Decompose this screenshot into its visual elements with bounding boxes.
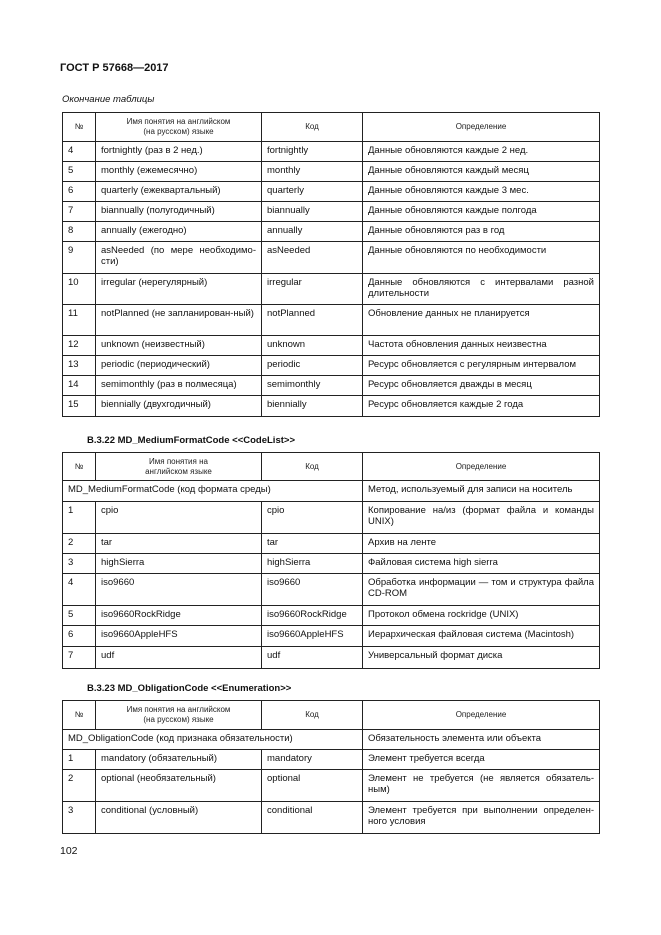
cell-name: highSierra [96, 554, 262, 574]
cell-name: annually (ежегодно) [96, 222, 262, 242]
cell-number: 15 [63, 396, 96, 417]
cell-number: 7 [63, 647, 96, 669]
cell-definition: Данные обновляются с интервалами разной длительности [363, 274, 600, 305]
section-title-obligation: В.3.23 MD_ObligationCode <<Enumeration>> [87, 683, 292, 694]
cell-name: optional (необязательный) [96, 770, 262, 802]
table-row [63, 376, 600, 396]
col-header-number: № [63, 113, 96, 142]
table-row [63, 336, 600, 356]
table-span-row [63, 730, 600, 750]
cell-number: 1 [63, 750, 96, 770]
table-row [63, 356, 600, 376]
table-row [63, 606, 600, 626]
cell-name: biennially (двухгодичный) [96, 396, 262, 417]
cell-name: iso9660 [96, 574, 262, 606]
cell-number: 5 [63, 606, 96, 626]
section-title-medium-format: В.3.22 MD_MediumFormatCode <<CodeList>> [87, 435, 295, 446]
cell-code: biannually [262, 202, 363, 222]
table-row [63, 305, 600, 336]
table-caption: Окончание таблицы [62, 94, 155, 105]
cell-code: unknown [262, 336, 363, 356]
table-row [63, 534, 600, 554]
cell-name: biannually (полугодичный) [96, 202, 262, 222]
table-row [63, 770, 600, 802]
cell-number: 14 [63, 376, 96, 396]
cell-code: monthly [262, 162, 363, 182]
cell-number: 11 [63, 305, 96, 336]
cell-definition: Элемент требуется всегда [363, 750, 600, 770]
cell-name: iso9660RockRidge [96, 606, 262, 626]
cell-name: tar [96, 534, 262, 554]
col-header-code: Код [262, 701, 363, 730]
cell-definition: Протокол обмена rockridge (UNIX) [363, 606, 600, 626]
table-row [63, 574, 600, 606]
cell-number: 1 [63, 502, 96, 534]
table-row [63, 802, 600, 834]
cell-definition: Данные обновляются каждые 3 мес. [363, 182, 600, 202]
table-row [63, 202, 600, 222]
obligation-table [62, 700, 600, 834]
col-header-name: Имя понятия на английском (на русском) языке [96, 701, 262, 730]
col-header-definition: Определение [363, 113, 600, 142]
cell-name: semimonthly (раз в полмесяца) [96, 376, 262, 396]
cell-definition: Данные обновляются раз в год [363, 222, 600, 242]
cell-definition: Данные обновляются каждый месяц [363, 162, 600, 182]
cell-code: biennially [262, 396, 363, 417]
col-header-definition: Определение [363, 701, 600, 730]
col-header-code: Код [262, 453, 363, 481]
col-header-code: Код [262, 113, 363, 142]
cell-number: 6 [63, 626, 96, 647]
cell-code: annually [262, 222, 363, 242]
cell-number: 2 [63, 770, 96, 802]
cell-number: 4 [63, 574, 96, 606]
cell-code: irregular [262, 274, 363, 305]
frequency-table [62, 112, 600, 417]
cell-definition: Универсальный формат диска [363, 647, 600, 669]
col-header-name: Имя понятия на английском (на русском) языке [96, 113, 262, 142]
cell-code: notPlanned [262, 305, 363, 336]
cell-number: 7 [63, 202, 96, 222]
cell-name: quarterly (ежеквартальный) [96, 182, 262, 202]
medium-format-table [62, 452, 600, 669]
table-row [63, 222, 600, 242]
cell-number: 4 [63, 142, 96, 162]
cell-definition: Обработка информации — том и структура файла CD-ROM [363, 574, 600, 606]
cell-definition: Элемент требуется при выполнении определен-ного условия [363, 802, 600, 834]
cell-code: highSierra [262, 554, 363, 574]
cell-code: iso9660 [262, 574, 363, 606]
cell-name: cpio [96, 502, 262, 534]
table-row [63, 274, 600, 305]
cell-name: iso9660AppleHFS [96, 626, 262, 647]
cell-definition: Ресурс обновляется с регулярным интервалом [363, 356, 600, 376]
cell-code: tar [262, 534, 363, 554]
col-header-definition: Определение [363, 453, 600, 481]
cell-code: iso9660RockRidge [262, 606, 363, 626]
cell-name: conditional (условный) [96, 802, 262, 834]
cell-name: unknown (неизвестный) [96, 336, 262, 356]
cell-number: 3 [63, 554, 96, 574]
table-row [63, 502, 600, 534]
table-row [63, 242, 600, 274]
table-row [63, 142, 600, 162]
cell-name: notPlanned (не запланирован-ный) [96, 305, 262, 336]
span-row-name: MD_MediumFormatCode (код формата среды) [63, 481, 363, 502]
cell-definition: Архив на ленте [363, 534, 600, 554]
table-row [63, 396, 600, 417]
cell-code: mandatory [262, 750, 363, 770]
cell-code: conditional [262, 802, 363, 834]
span-row-name: MD_ObligationCode (код признака обязательности) [63, 730, 363, 750]
cell-code: optional [262, 770, 363, 802]
cell-definition: Элемент не требуется (не является обязатель-ным) [363, 770, 600, 802]
cell-number: 9 [63, 242, 96, 274]
table-row [63, 554, 600, 574]
cell-name: asNeeded (по мере необходимо-сти) [96, 242, 262, 274]
cell-number: 13 [63, 356, 96, 376]
cell-number: 10 [63, 274, 96, 305]
table-row [63, 162, 600, 182]
cell-name: udf [96, 647, 262, 669]
cell-code: asNeeded [262, 242, 363, 274]
cell-number: 12 [63, 336, 96, 356]
col-header-number: № [63, 701, 96, 730]
cell-definition: Данные обновляются каждые полгода [363, 202, 600, 222]
cell-definition: Копирование на/из (формат файла и команды UNIX) [363, 502, 600, 534]
cell-definition: Ресурс обновляется каждые 2 года [363, 396, 600, 417]
cell-name: mandatory (обязательный) [96, 750, 262, 770]
cell-definition: Обновление данных не планируется [363, 305, 600, 336]
cell-code: semimonthly [262, 376, 363, 396]
cell-definition: Данные обновляются каждые 2 нед. [363, 142, 600, 162]
cell-name: monthly (ежемесячно) [96, 162, 262, 182]
span-row-definition: Метод, используемый для записи на носитель [363, 481, 600, 502]
cell-definition: Частота обновления данных неизвестна [363, 336, 600, 356]
page-number: 102 [60, 845, 78, 857]
cell-definition: Файловая система high sierra [363, 554, 600, 574]
col-header-name: Имя понятия на английском языке [96, 453, 262, 481]
cell-definition: Данные обновляются по необходимости [363, 242, 600, 274]
cell-number: 2 [63, 534, 96, 554]
table-span-row [63, 481, 600, 502]
cell-code: periodic [262, 356, 363, 376]
cell-code: cpio [262, 502, 363, 534]
table-row [63, 647, 600, 669]
document-header: ГОСТ Р 57668—2017 [60, 62, 169, 74]
table-row [63, 626, 600, 647]
cell-code: quarterly [262, 182, 363, 202]
cell-name: periodic (периодический) [96, 356, 262, 376]
table-row [63, 182, 600, 202]
cell-definition: Иерархическая файловая система (Macintosh) [363, 626, 600, 647]
cell-number: 5 [63, 162, 96, 182]
cell-code: iso9660AppleHFS [262, 626, 363, 647]
cell-code: fortnightly [262, 142, 363, 162]
cell-definition: Ресурс обновляется дважды в месяц [363, 376, 600, 396]
span-row-definition: Обязательность элемента или объекта [363, 730, 600, 750]
cell-number: 3 [63, 802, 96, 834]
cell-code: udf [262, 647, 363, 669]
cell-number: 6 [63, 182, 96, 202]
col-header-number: № [63, 453, 96, 481]
cell-name: irregular (нерегулярный) [96, 274, 262, 305]
cell-number: 8 [63, 222, 96, 242]
cell-name: fortnightly (раз в 2 нед.) [96, 142, 262, 162]
table-row [63, 750, 600, 770]
